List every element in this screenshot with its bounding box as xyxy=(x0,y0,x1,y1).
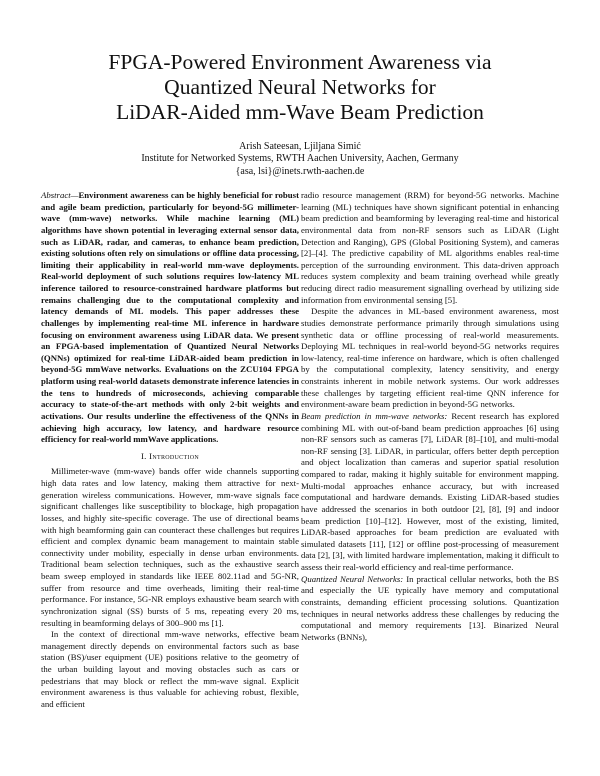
paragraph xyxy=(301,411,559,574)
email: {asa, lsi}@inets.rwth-aachen.de xyxy=(235,165,365,177)
paragraph: Millimeter-wave (mm-wave) bands offer wide channels supporting high data rates and low latency, making them attractive for next-generation wireless communications. However, mm-wave signals face significant challenges like susceptibility to blockage, high propagation losses, and highly site-specific coverage. The use of directional beams with high beamforming gain can counteract these challenges but requires efficient and complex dynamic beam management to maintain stable connectivity under mobility, especially in dense urban environments. Traditional beam selection techniques, such as the exhaustive search beam sweep employed in standards like IEEE 802.11ad and 5G-NR, suffer from resource and time overheads, limiting their real-time performance. For instance, 5G-NR employs exhaustive beam search with synchronization signal (SS) bursts of 5 ms, repeating every 20 ms, resulting in beamforming delays of 300–900 ms [1]. xyxy=(41,466,299,628)
section-heading: I. Introduction xyxy=(140,450,200,461)
subsection-label: Beam prediction in mm-wave networks: xyxy=(301,410,448,421)
left-column xyxy=(41,190,299,711)
author-names: Arish Sateesan, Ljiljana Simić xyxy=(239,141,361,152)
affiliation: Institute for Networked Systems, RWTH Aachen University, Aachen, Germany xyxy=(141,153,459,165)
title-line: Quantized Neural Networks for xyxy=(164,75,436,99)
title-line: LiDAR-Aided mm-Wave Beam Prediction xyxy=(116,100,484,124)
paragraph-text: In practical cellular networks, both the BS and especially the UE typically have memory and computational constraints, demanding efficient processing solutions. Quantization techniques in neural networks address these challenges by reducing the computational and memory requirements [13]. Binarized Neural Networks (BNNs), xyxy=(301,573,560,642)
abstract-text: Environment awareness can be highly beneficial for robust and agile beam prediction, particularly for beyond-5G millimeter-wave (mm-wave) networks. While machine learning (ML) algorithms have shown potential in leveraging external sensor data, such as LiDAR, radar, and cameras, to enhance beam prediction, existing solutions often rely on simulations or offline data processing, limiting their applicability in real-world mm-wave deployments. Real-world deployment of such solutions requires low-latency ML inference tailored to resource-constrained hardware platforms but remains challenging due to the computational complexity and latency demands of ML models. This paper addresses these challenges by implementing real-time ML inference in hardware focusing on environment awareness using LiDAR data. We present an FPGA-based implementation of Quantized Neural Networks (QNNs) optimized for real-time LiDAR-aided beam prediction in beyond-5G mmWave networks. Evaluations on the ZCU104 FPGA platform using real-world datasets demonstrate inference latencies in the tens to hundreds of microseconds, achieving comparable accuracy to state-of-the-art methods with only 2-bit weights and activations. Our results underline the effectiveness of the QNNs in achieving high accuracy, low latency, and hardware resource efficiency for real-world mmWave applications. xyxy=(41,190,300,445)
abstract-label: Abstract— xyxy=(41,190,79,200)
subsection-label: Quantized Neural Networks: xyxy=(301,573,404,584)
paragraph xyxy=(301,574,559,644)
paragraph: Despite the advances in ML-based environment awareness, most studies demonstrate performance primarily through simulations using synthetic data or offline processing of real-world measurements. Deploying ML techniques in real-world beyond-5G networks requires low-latency, real-time inference on hardware, which is often challenged by the computational complexity, latency sensitivity, and energy constraints inherent in mobile network systems. Our work addresses these challenges by targeting efficient real-time QNN inference for environment-aware beam prediction in beyond-5G networks. xyxy=(301,306,559,410)
paragraph: radio resource management (RRM) for beyond-5G networks. Machine learning (ML) techniques have shown significant potential in enhancing beam prediction and beamforming by leveraging real-time and historical environmental data from non-RF sensors such as LiDAR (Light Detection and Ranging), GPS (Global Positioning System), and cameras [2]–[4]. The predictive capability of ML algorithms enables real-time perception of the surrounding environment. This data-driven approach reduces system complexity and beam training overhead while greatly reducing direct radio measurement signalling overhead by utilizing side information from environmental sensing [5]. xyxy=(301,190,559,305)
paragraph: In the context of directional mm-wave networks, effective beam management directly depends on environmental factors such as base station (BS)/user equipment (UE) positions relative to the geometry of the urban building layout and moving obstacles such as cars or pedestrians that may block or reflect the mm-wave signal. Explicit environment awareness is thus valuable for achieving robust, flexible, and efficient xyxy=(41,629,299,709)
author-block xyxy=(40,141,560,178)
right-column xyxy=(301,190,559,643)
paper-title xyxy=(40,50,560,125)
paragraph-text: Recent research has explored combining ML with out-of-band beam prediction approaches [6] using non-RF sensors such as cameras [7], LiDAR [8]–[10], and multi-modal non-RF sensing [3]. LiDAR, in particular, offers better depth perception and object localization than cameras and superior spatial resolution compared to radar, making it highly suitable for environment mapping. Multi-modal approaches enhance accuracy, but with increased computational and hardware demands. Existing LiDAR-based studies have addressed the scenarios in both outdoor [2], [8], [9] and indoor beam prediction [10]–[12]. However, most of the existing, limited, LiDAR-based approaches for beam prediction are evaluated with simulated datasets [11], [12] or offline post-processing of measurement data [2], [3], with limited hardware implementation, making it difficult to assess their real-world efficiency and real-time performance. xyxy=(301,410,559,572)
abstract xyxy=(41,190,299,446)
title-line: FPGA-Powered Environment Awareness via xyxy=(108,50,492,74)
